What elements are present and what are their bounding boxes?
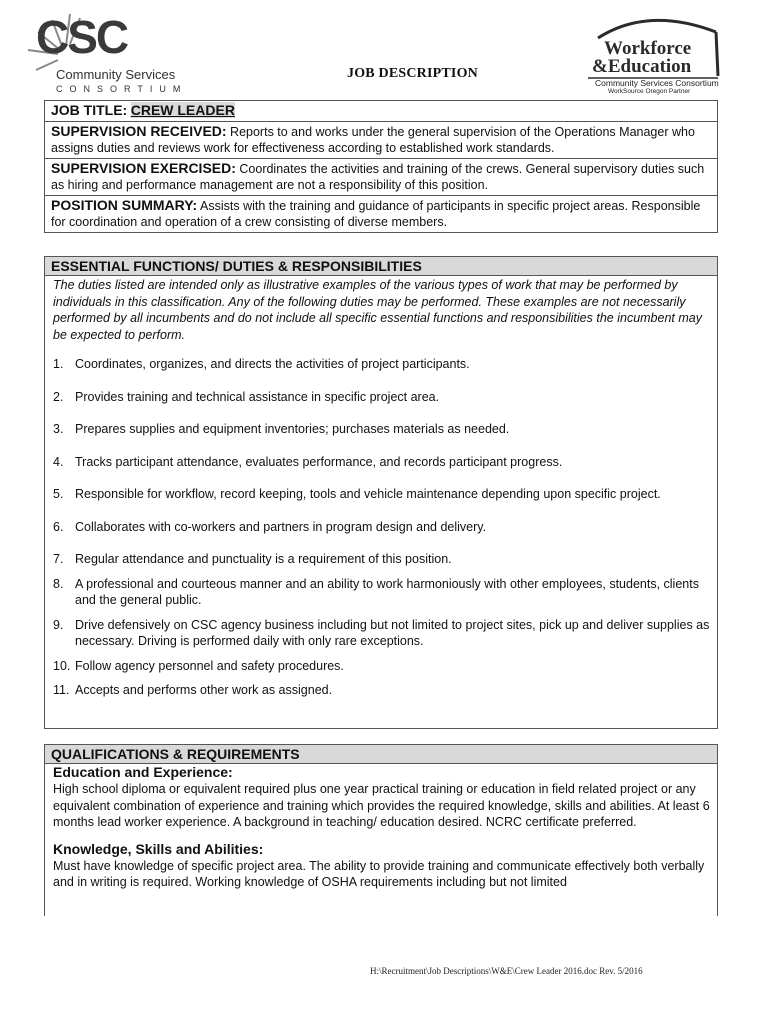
duty-text: Accepts and performs other work as assigned.: [75, 683, 333, 697]
we-logo-line1: Workforce: [604, 38, 692, 59]
duty-number: 11.: [53, 683, 70, 697]
supervision-received-row: [45, 122, 717, 159]
footer-file-path: H:\Recruitment\Job Descriptions\W&E\Crew Leader 2016.doc Rev. 5/2016: [370, 966, 643, 976]
duty-text: Follow agency personnel and safety procedures.: [75, 658, 344, 673]
duty-number: 10.: [53, 658, 71, 673]
we-logo-line3: Community Services Consortium: [595, 78, 719, 88]
essential-functions-box: [44, 256, 718, 729]
duty-text: Responsible for workflow, record keeping, tools and vehicle maintenance depending upon specific project.: [75, 487, 661, 501]
essential-functions-heading: ESSENTIAL FUNCTIONS/ DUTIES & RESPONSIBILITIES: [45, 257, 717, 276]
duty-item: [53, 421, 711, 438]
csc-logo-line2: CONSORTIUM: [56, 84, 188, 94]
duty-item: [53, 454, 711, 471]
csc-logo-line1: Community Services: [56, 67, 176, 82]
duty-number: 4.: [53, 454, 64, 469]
supervision-exercised-row: [45, 159, 717, 196]
duty-item: [53, 519, 711, 536]
we-logo-line4: WorkSource Oregon Partner: [608, 88, 691, 95]
position-summary-row: [45, 196, 717, 232]
job-title-value: CREW LEADER: [130, 102, 235, 118]
duty-number: 5.: [53, 487, 64, 501]
education-heading: Education and Experience:: [53, 764, 233, 780]
duty-item: [53, 356, 711, 373]
summary-box: [44, 100, 718, 233]
duty-text: Regular attendance and punctuality is a requirement of this position.: [75, 552, 452, 566]
duty-item: [53, 658, 711, 675]
duty-item: [53, 576, 711, 609]
duty-item: [53, 486, 711, 503]
duty-number: 3.: [53, 422, 64, 436]
essential-functions-intro: The duties listed are intended only as illustrative examples of the various types of work that may be performed by individuals in this classification. Any of the following duties may be performed. These examples are not necessarily performed by all incumbents and do not include all specific essential functions and responsibilities the incumbent may be expected to perform.: [53, 278, 702, 342]
duty-text: Coordinates, organizes, and directs the activities of project participants.: [75, 357, 470, 371]
duty-text: Provides training and technical assistance in specific project area.: [75, 389, 440, 404]
duty-item: [53, 389, 711, 406]
duty-text: Collaborates with co-workers and partners in program design and delivery.: [75, 519, 487, 534]
duty-number: 9.: [53, 617, 64, 632]
job-title-label: JOB TITLE:: [51, 102, 128, 118]
duty-number: 6.: [53, 519, 64, 534]
education-text: High school diploma or equivalent required plus one year practical training or education in field related project or any equivalent combination of experience and training which provides the required knowledge, skills and abilities. At least 6 months lead worker experience. A background in teaching/ education desired. NCRC certificate preferred.: [53, 782, 710, 829]
csc-logo-letters: CSC: [36, 11, 128, 63]
duty-text: Tracks participant attendance, evaluates performance, and records participant progress.: [75, 454, 563, 469]
supervision-received-label: SUPERVISION RECEIVED:: [51, 123, 227, 139]
duty-item: [53, 551, 711, 568]
qualifications-box: [44, 744, 718, 916]
position-summary-text: Assists with the training and guidance of participants in specific project areas. Responsible for coordination and operation of a crew consisting of diverse members.: [51, 199, 701, 229]
job-title-row: [45, 101, 717, 122]
duty-text: A professional and courteous manner and an ability to work harmoniously with other employees, students, clients and the general public.: [75, 576, 699, 607]
duty-item: [53, 617, 711, 650]
duty-number: 8.: [53, 576, 64, 591]
duty-number: 7.: [53, 552, 64, 566]
ksa-text: Must have knowledge of specific project area. The ability to provide training and communicate effectively both verbally and in writing is required. Working knowledge of OSHA requirements including but not limited: [53, 858, 705, 889]
we-logo-line2: &Education: [592, 56, 692, 77]
supervision-exercised-text: Coordinates the activities and training of the crews. General supervisory duties such as hiring and performance management are not a responsibility of this position.: [51, 162, 705, 192]
ksa-heading: Knowledge, Skills and Abilities:: [53, 840, 264, 857]
duty-text: Prepares supplies and equipment inventories; purchases materials as needed.: [75, 422, 510, 436]
duty-number: 1.: [53, 357, 64, 371]
duties-list: [45, 356, 717, 699]
document-heading: JOB DESCRIPTION: [347, 66, 478, 81]
supervision-received-text: Reports to and works under the general supervision of the Operations Manager who assigns duties and reviews work for effectiveness according to established work standards.: [51, 125, 695, 155]
duty-text: Drive defensively on CSC agency business including but not limited to project sites, pick up and deliver supplies as necessary. Driving is performed daily with only rare exceptions.: [75, 617, 710, 648]
qualifications-heading: QUALIFICATIONS & REQUIREMENTS: [45, 745, 717, 764]
supervision-exercised-label: SUPERVISION EXERCISED:: [51, 160, 236, 176]
duty-number: 2.: [53, 389, 64, 404]
duty-item: [53, 682, 711, 699]
position-summary-label: POSITION SUMMARY:: [51, 197, 198, 213]
